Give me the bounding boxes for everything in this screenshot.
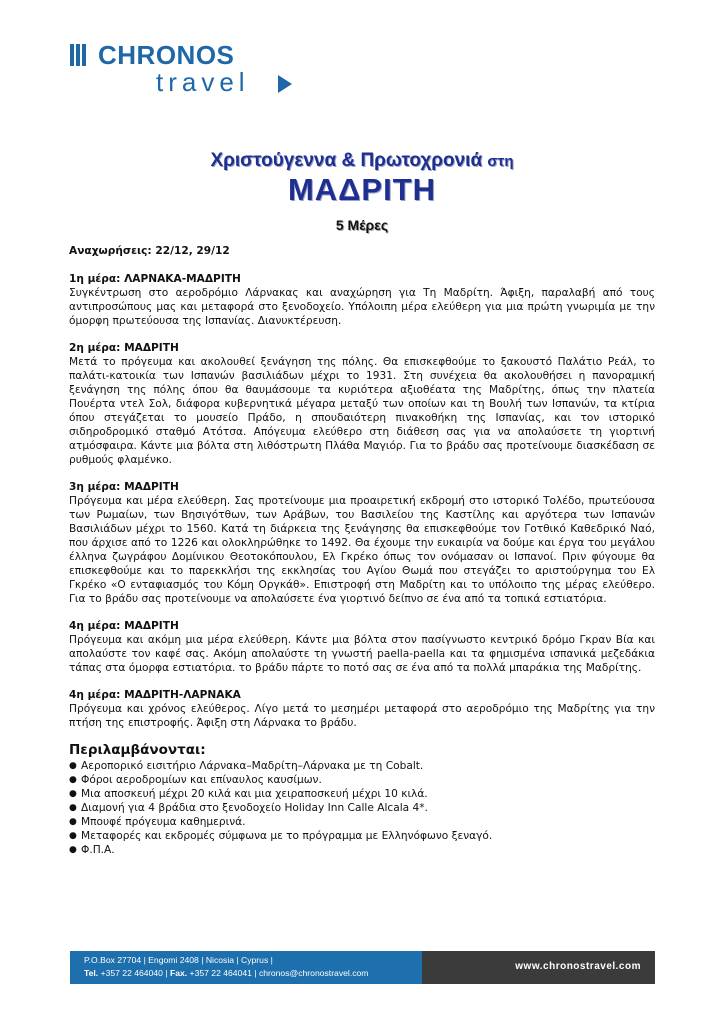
page-title-line1 <box>0 150 724 172</box>
day-section <box>69 480 655 606</box>
day-section <box>69 688 655 730</box>
fax-label: Fax. <box>169 968 188 978</box>
chronos-travel-logo <box>70 40 300 100</box>
day-section <box>69 272 655 328</box>
page-title-duration: 5 Μέρες <box>335 217 389 233</box>
departures-line: Αναχωρήσεις: 22/12, 29/12 <box>69 245 230 257</box>
day-section <box>69 619 655 675</box>
day-section <box>69 341 655 467</box>
footer-email[interactable]: chronos@chronostravel.com <box>258 968 369 978</box>
day-body: Πρόγευμα και ακόμη μια μέρα ελεύθερη. Κάντε μια βόλτα στον πασίγνωστο κεντρικό δρόμο Γκραν Βία και απολαύστε τον καφέ σας. Ακόμη απολαύστε τη γνωστή paella-paella και τα φημισμένα ισπανικά μεζεδάκια τάπας στα όμορφα εστιατόρια. το βράδυ πάρτε το ποτό σας σε ένα από τα πολλά μπαράκια της Μαδρίτης. <box>69 634 655 674</box>
logo-arrow-icon <box>278 75 292 93</box>
page-title-city: ΜΑΔΡΙΤΗ <box>287 172 437 207</box>
included-item: ● Φόροι αεροδρομίων και επίναυλος καυσίμων. <box>69 773 655 787</box>
footer-phones: Tel. +357 22 464040 | Fax. +357 22 464041 | chronos@chronostravel.com <box>84 968 369 978</box>
day-body: Πρόγευμα και μέρα ελεύθερη. Σας προτείνουμε μια προαιρετική εκδρομή στο ιστορικό Τολέδο, πρωτεύουσα των Ρωμαίων, των Βησιγότθων, των Αράβων, του Βασιλείου της Καστίλης και αργότερα των Ισπανών Βασιλιάδων μέχρι το 1560. Κατά τη διάρκεια της ξενάγησης θα επισκεφθούμε τον Γοτθικό Καθεδρικό Ναό, που άρχισε από το 1226 και ολοκληρώθηκε το 1492. Θα έχουμε την ευκαιρία να δούμε και έργα του μεγάλου έλληνα ζωγράφου Δομίνικου Θεοτοκόπουλου, Ελ Γκρέκο όπως τον ονόμασαν οι Ισπανοί. Πριν φύγουμε θα επισκεφθούμε και το παρεκκλήσι της εκκλησίας του Αγίου Θωμά που στεγάζει το αριστούργημα του Ελ Γκρέκο «Ο ενταφιασμός του Κόμη Οργκάθ». Επιστροφή στη Μαδρίτη και το υπόλοιπο της μέρας ελεύθερο. Για το βράδυ σας προτείνουμε να απολαύσετε ένα γιορτινό δείπνο σε ένα από τα τοπικά εστιατόρια. <box>69 495 655 605</box>
day-title: 3η μέρα: ΜΑΔΡΙΤΗ <box>69 481 179 493</box>
day-title: 2η μέρα: ΜΑΔΡΙΤΗ <box>69 342 179 354</box>
included-item: ● Διαμονή για 4 βράδια στο ξενοδοχείο Holiday Inn Calle Alcala 4*. <box>69 801 655 815</box>
title-small: στη <box>487 153 514 170</box>
tel-number: +357 22 464040 <box>100 968 163 978</box>
included-list <box>69 759 655 857</box>
tel-label: Tel. <box>84 968 99 978</box>
included-item: ● Μεταφορές και εκδρομές σύμφωνα με το πρόγραμμα με Ελληνόφωνο ξεναγό. <box>69 829 655 843</box>
logo-bars-icon <box>70 44 88 70</box>
logo-sub-text: travel <box>156 67 250 97</box>
included-item: ● Φ.Π.Α. <box>69 843 655 857</box>
day-body: Πρόγευμα και χρόνος ελεύθερος. Λίγο μετά το μεσημέρι μεταφορά στο αεροδρόμιο της Μαδρίτης για την πτήση της επιστροφής. Άφιξη στη Λάρνακα το βράδυ. <box>69 703 655 729</box>
day-title: 4η μέρα: ΜΑΔΡΙΤΗ <box>69 620 179 632</box>
included-heading: Περιλαμβάνονται: <box>69 742 206 758</box>
document-body <box>69 244 655 857</box>
day-title: 4η μέρα: ΜΑΔΡΙΤΗ-ΛΑΡΝΑΚΑ <box>69 689 241 701</box>
logo-brand-text: CHRONOS <box>98 40 235 70</box>
included-item: ● Μπουφέ πρόγευμα καθημερινά. <box>69 815 655 829</box>
footer-website[interactable]: www.chronostravel.com <box>515 961 641 972</box>
footer-address: P.O.Box 27704 | Engomi 2408 | Nicosia | Cyprus | <box>84 955 273 965</box>
footer-contact <box>70 951 422 984</box>
title-main: Χριστούγεννα & Πρωτοχρονιά <box>210 150 483 171</box>
included-item: ● Αεροπορικό εισιτήριο Λάρνακα–Μαδρίτη–Λάρνακα με τη Cobalt. <box>69 759 655 773</box>
day-title: 1η μέρα: ΛΑΡΝΑΚΑ-ΜΑΔΡΙΤΗ <box>69 273 241 285</box>
included-item: ● Μια αποσκευή μέχρι 20 κιλά και μια χειραποσκευή μέχρι 10 κιλά. <box>69 787 655 801</box>
footer-bar <box>70 951 655 984</box>
day-body: Μετά το πρόγευμα και ακολουθεί ξενάγηση της πόλης. Θα επισκεφθούμε το ξακουστό Παλάτιο Ρεάλ, το παλάτι-κατοικία των Ισπανών βασιλιάδων μέχρι το 1931. Στη συνέχεια θα ακολουθήσει η πανοραμική ξενάγηση της πόλης όπου θα θαυμάσουμε τα κυριότερα αξιοθέατα της Μαδρίτης, όπως την πλατεία Πουέρτα ντελ Σολ, διάφορα κυβερνητικά μέγαρα μεταξύ των οποίων και τη Βουλή των Ισπανών, τα κτίρια όπου στεγάζεται το μουσείο Πράδο, η σπουδαιότερη πινακοθήκη της Ισπανίας, και τον ιστορικό σιδηροδρομικό σταθμό Ατότσα. Απόγευμα ελεύθερο στη διάθεση σας για να απολαύσετε τη γιορτινή ατμόσφαιρα. Κάντε μια βόλτα στη λιθόστρωτη Πλάθα Μαγιόρ. Για το βράδυ σας προτείνουμε διασκέδαση σε ρυθμούς φλαμένκο. <box>69 356 655 466</box>
day-body: Συγκέντρωση στο αεροδρόμιο Λάρνακας και αναχώρηση για Τη Μαδρίτη. Άφιξη, παραλαβή από τους αντιπροσώπους μας και μεταφορά στο ξενοδοχείο. Υπόλοιπη μέρα ελεύθερη για μια πρώτη γνωριμία με την όμορφη πρωτεύουσα της Ισπανίας. Διανυκτέρευση. <box>69 287 655 327</box>
fax-number: +357 22 464041 <box>189 968 252 978</box>
